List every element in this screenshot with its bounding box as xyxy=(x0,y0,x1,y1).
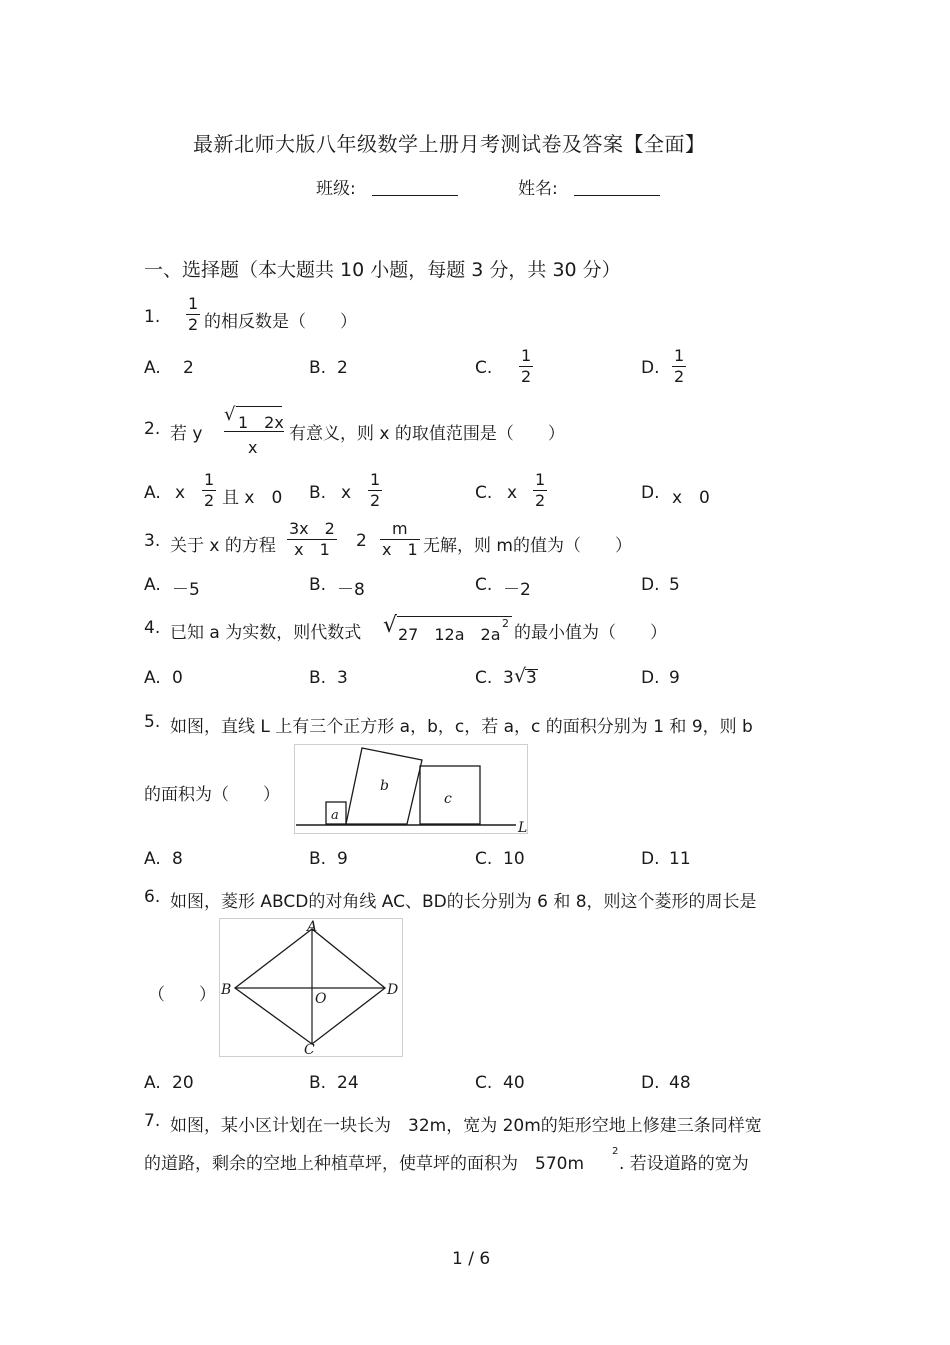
q5-squares-figure xyxy=(294,744,528,834)
label-vertex-b: B xyxy=(221,982,232,998)
q2-number: 2. xyxy=(144,419,161,439)
q4-number: 4. xyxy=(144,618,161,638)
label-center-o: O xyxy=(315,991,327,1007)
q3-middle-term: 2 xyxy=(356,531,367,551)
q6-rhombus-figure xyxy=(219,918,403,1058)
q4-radical-sign: √ xyxy=(383,613,398,638)
q5-option-d-value: 11 xyxy=(669,849,691,869)
q1-option-b-value: 2 xyxy=(337,358,348,378)
label-vertex-a: A xyxy=(307,919,318,935)
q2-option-b-label: B. xyxy=(309,483,327,503)
q6-option-b-label: B. xyxy=(309,1073,327,1093)
q4-option-d-label: D. xyxy=(641,668,660,688)
q2-denominator: x xyxy=(248,438,258,457)
q2-option-d-label: D. xyxy=(641,483,660,503)
q7-text-line1: 如图，某小区计划在一块长为 32m，宽为 20m的矩形空地上修建三条同样宽 xyxy=(170,1116,762,1136)
q1-option-c-fraction: $\frac{1}{2}$ xyxy=(521,346,532,386)
q7-exponent: 2 xyxy=(612,1146,619,1157)
q1-option-a-label: A. xyxy=(144,358,161,378)
q1-option-c-label: C. xyxy=(475,358,493,378)
q3-fraction-1: $\frac{3x 2}{x 1}$ xyxy=(289,519,335,559)
q3-fraction-2: $\frac{m}{x 1}$ xyxy=(382,519,418,559)
name-blank[interactable] xyxy=(574,195,660,196)
class-label: 班级: xyxy=(316,179,356,199)
q7-number: 7. xyxy=(144,1111,161,1131)
q5-option-d-label: D. xyxy=(641,849,660,869)
q3-option-b-value: －8 xyxy=(337,580,365,600)
label-vertex-c: C xyxy=(304,1042,315,1058)
q2-option-c-label: C. xyxy=(475,483,493,503)
q1-option-b-label: B. xyxy=(309,358,327,378)
q7-text-line2: 的道路，剩余的空地上种植草坪，使草坪的面积为 570m xyxy=(144,1154,585,1174)
q1-text: 的相反数是（ ） xyxy=(204,312,357,332)
q4-option-a-label: A. xyxy=(144,668,161,688)
q2-option-d-value: x 0 xyxy=(672,488,710,508)
q6-option-c-label: C. xyxy=(475,1073,493,1093)
q6-option-d-label: D. xyxy=(641,1073,660,1093)
q6-option-a-label: A. xyxy=(144,1073,161,1093)
q3-number: 3. xyxy=(144,531,161,551)
q4-radical-bar xyxy=(397,616,512,617)
q2-option-a-tail: 且 x 0 xyxy=(222,488,283,508)
q6-option-b-value: 24 xyxy=(337,1073,359,1093)
q3-text: 无解，则 m的值为（ ） xyxy=(423,536,632,556)
q2-prefix: 若 y xyxy=(170,424,203,444)
q2-option-b-fraction: $\frac{1}{2}$ xyxy=(370,470,381,510)
q3-option-b-label: B. xyxy=(309,575,327,595)
q6-option-c-value: 40 xyxy=(503,1073,525,1093)
q6-number: 6. xyxy=(144,887,161,907)
q4-option-a-value: 0 xyxy=(172,668,183,688)
q2-radical-sign: √ xyxy=(224,404,236,425)
q3-option-d-label: D. xyxy=(641,575,660,595)
q4-text: 的最小值为（ ） xyxy=(514,623,667,643)
q4-option-c-label: C. xyxy=(475,668,493,688)
q7-text-line3: . 若设道路的宽为 xyxy=(619,1154,749,1174)
q5-number: 5. xyxy=(144,712,161,732)
q1-fraction: $\frac{1}{2}$ xyxy=(188,294,199,334)
q3-option-a-value: －5 xyxy=(172,580,200,600)
q4-option-c-radicand: 3 xyxy=(526,668,537,688)
name-label: 姓名: xyxy=(518,179,558,199)
q6-option-a-value: 20 xyxy=(172,1073,194,1093)
q5-option-a-value: 8 xyxy=(172,849,183,869)
q6-answer-parens: （ ） xyxy=(148,985,216,1005)
q5-text-line2: 的面积为（ ） xyxy=(144,785,280,805)
q4-option-b-value: 3 xyxy=(337,668,348,688)
class-blank[interactable] xyxy=(372,195,458,196)
q2-option-a-fraction: $\frac{1}{2}$ xyxy=(204,470,215,510)
q2-radicand: 1 2x xyxy=(238,413,284,432)
q5-option-c-value: 10 xyxy=(503,849,525,869)
q1-option-a-value: 2 xyxy=(183,358,194,378)
q2-text: 有意义，则 x 的取值范围是（ ） xyxy=(289,424,565,444)
q4-option-c-coefficient: 3 xyxy=(503,668,514,688)
label-a: a xyxy=(331,808,339,823)
q5-text-line1: 如图，直线 L 上有三个正方形 a，b，c，若 a，c 的面积分别为 1 和 9，则 b xyxy=(170,717,753,737)
q6-text-line1: 如图，菱形 ABCD的对角线 AC、BD的长分别为 6 和 8，则这个菱形的周长是 xyxy=(170,892,757,912)
q2-option-a-x: x xyxy=(175,483,186,503)
q5-option-b-value: 9 xyxy=(337,849,348,869)
q4-option-d-value: 9 xyxy=(669,668,680,688)
q2-option-c-fraction: $\frac{1}{2}$ xyxy=(535,470,546,510)
q3-prefix: 关于 x 的方程 xyxy=(170,536,276,556)
label-vertex-d: D xyxy=(387,982,399,998)
q3-option-c-value: －2 xyxy=(503,580,531,600)
page-number: 1 / 6 xyxy=(452,1249,491,1269)
q4-option-c-radical-sign: √ xyxy=(514,665,527,687)
q4-exponent: 2 xyxy=(502,617,509,630)
q4-radicand: 27 12a 2a xyxy=(398,625,501,644)
q5-option-c-label: C. xyxy=(475,849,493,869)
q6-option-d-value: 48 xyxy=(669,1073,691,1093)
label-b: b xyxy=(380,778,389,794)
q1-option-d-fraction: $\frac{1}{2}$ xyxy=(674,346,685,386)
q4-prefix: 已知 a 为实数，则代数式 xyxy=(170,623,362,643)
q3-option-d-value: 5 xyxy=(669,575,680,595)
q5-option-b-label: B. xyxy=(309,849,327,869)
label-l: L xyxy=(518,820,528,834)
q2-radical-bar xyxy=(236,406,282,407)
q3-option-c-label: C. xyxy=(475,575,493,595)
label-c: c xyxy=(444,791,452,807)
q1-option-d-label: D. xyxy=(641,358,660,378)
q4-option-b-label: B. xyxy=(309,668,327,688)
q1-number: 1. xyxy=(144,307,161,327)
q2-fraction-bar xyxy=(224,431,284,432)
q2-option-b-x: x xyxy=(341,483,352,503)
page-title: 最新北师大版八年级数学上册月考测试卷及答案【全面】 xyxy=(193,132,706,156)
q5-option-a-label: A. xyxy=(144,849,161,869)
q2-option-a-label: A. xyxy=(144,483,161,503)
q2-option-c-x: x xyxy=(507,483,518,503)
q3-option-a-label: A. xyxy=(144,575,161,595)
section-heading: 一、选择题（本大题共 10 小题，每题 3 分，共 30 分） xyxy=(144,259,621,281)
